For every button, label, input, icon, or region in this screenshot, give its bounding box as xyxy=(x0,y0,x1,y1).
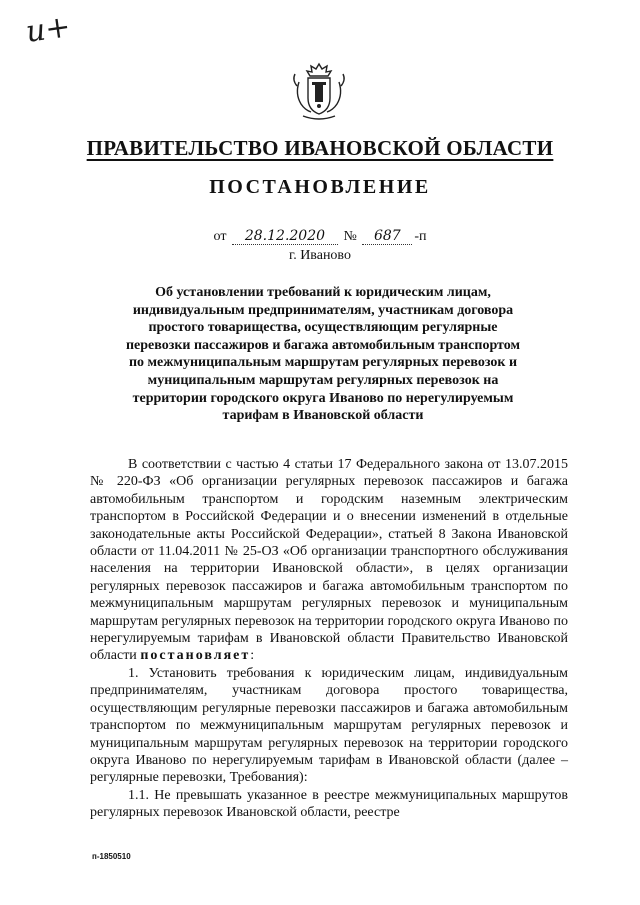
city: г. Иваново xyxy=(289,248,351,263)
coat-of-arms-icon xyxy=(291,60,347,122)
document-code: п-1850510 xyxy=(92,852,131,861)
decree-word: постановляет xyxy=(140,648,251,664)
document-number: 687 xyxy=(362,228,412,245)
preamble-text: В соответствии с частью 4 статьи 17 Федерального закона от 13.07.2015 № 220-ФЗ «Об организации регулярных перевозок пассажиров и багажа автомобильным транспортом и городским наземным электрическим транспортом в Российской Федерации и о внесении изменений в отдельные законодательные акты Российской Федерации», статьей 8 Закона Ивановской области от 11.04.2011 № 25-ОЗ «Об организации транспортного обслуживания населения на территории Ивановской области», в целях организации регулярных перевозок пассажиров и багажа автомобильным транспортом по межмуниципальным маршрутам регулярных перевозок и муниципальным маршрутам регулярных перевозок на территории городского округа Иваново по нерегулируемым тарифам в Ивановской области Правительство Ивановской области xyxy=(90,457,568,664)
document-heading: Об установлении требований к юридическим лицам, индивидуальным предпринимателям, участникам договора простого товарищества, осуществляющим регулярные перевозки пассажиров и багажа автомобильным транспортом по межмуниципальным маршрутам регулярных перевозок и муниципальным маршрутам регулярных перевозок на территории городского округа Иваново по нерегулируемым тарифам в Ивановской области xyxy=(125,285,521,424)
paragraph-item-1: 1. Установить требования к юридическим лицам, индивидуальным предпринимателям, участникам договора простого товарищества, осуществляющим регулярные перевозки пассажиров и багажа автомобильным транспортом по межмуниципальным маршрутам регулярных перевозок и муниципальным маршрутам регулярных перевозок на территории городского округа Иваново по нерегулируемым тарифам в Ивановской области (далее – регулярные перевозки, Требования): xyxy=(90,665,568,786)
date-prefix: от xyxy=(213,229,227,244)
document-date: 28.12.2020 xyxy=(232,228,338,245)
paragraph-item-1-1: 1.1. Не превышать указанное в реестре межмуниципальных маршрутов регулярных перевозок Ивановской области, реестре xyxy=(90,787,568,821)
handwritten-note: и+ xyxy=(23,9,73,50)
government-title-text: ПРАВИТЕЛЬСТВО ИВАНОВСКОЙ ОБЛАСТИ xyxy=(86,136,554,160)
document-body xyxy=(90,456,568,822)
preamble-end: : xyxy=(250,648,255,664)
paragraph-preamble xyxy=(90,456,568,665)
number-suffix: -п xyxy=(414,229,427,244)
document-type: ПОСТАНОВЛЕНИЕ xyxy=(209,176,431,198)
date-number-line xyxy=(0,228,640,245)
number-sign: № xyxy=(343,229,357,244)
government-title xyxy=(0,136,640,161)
